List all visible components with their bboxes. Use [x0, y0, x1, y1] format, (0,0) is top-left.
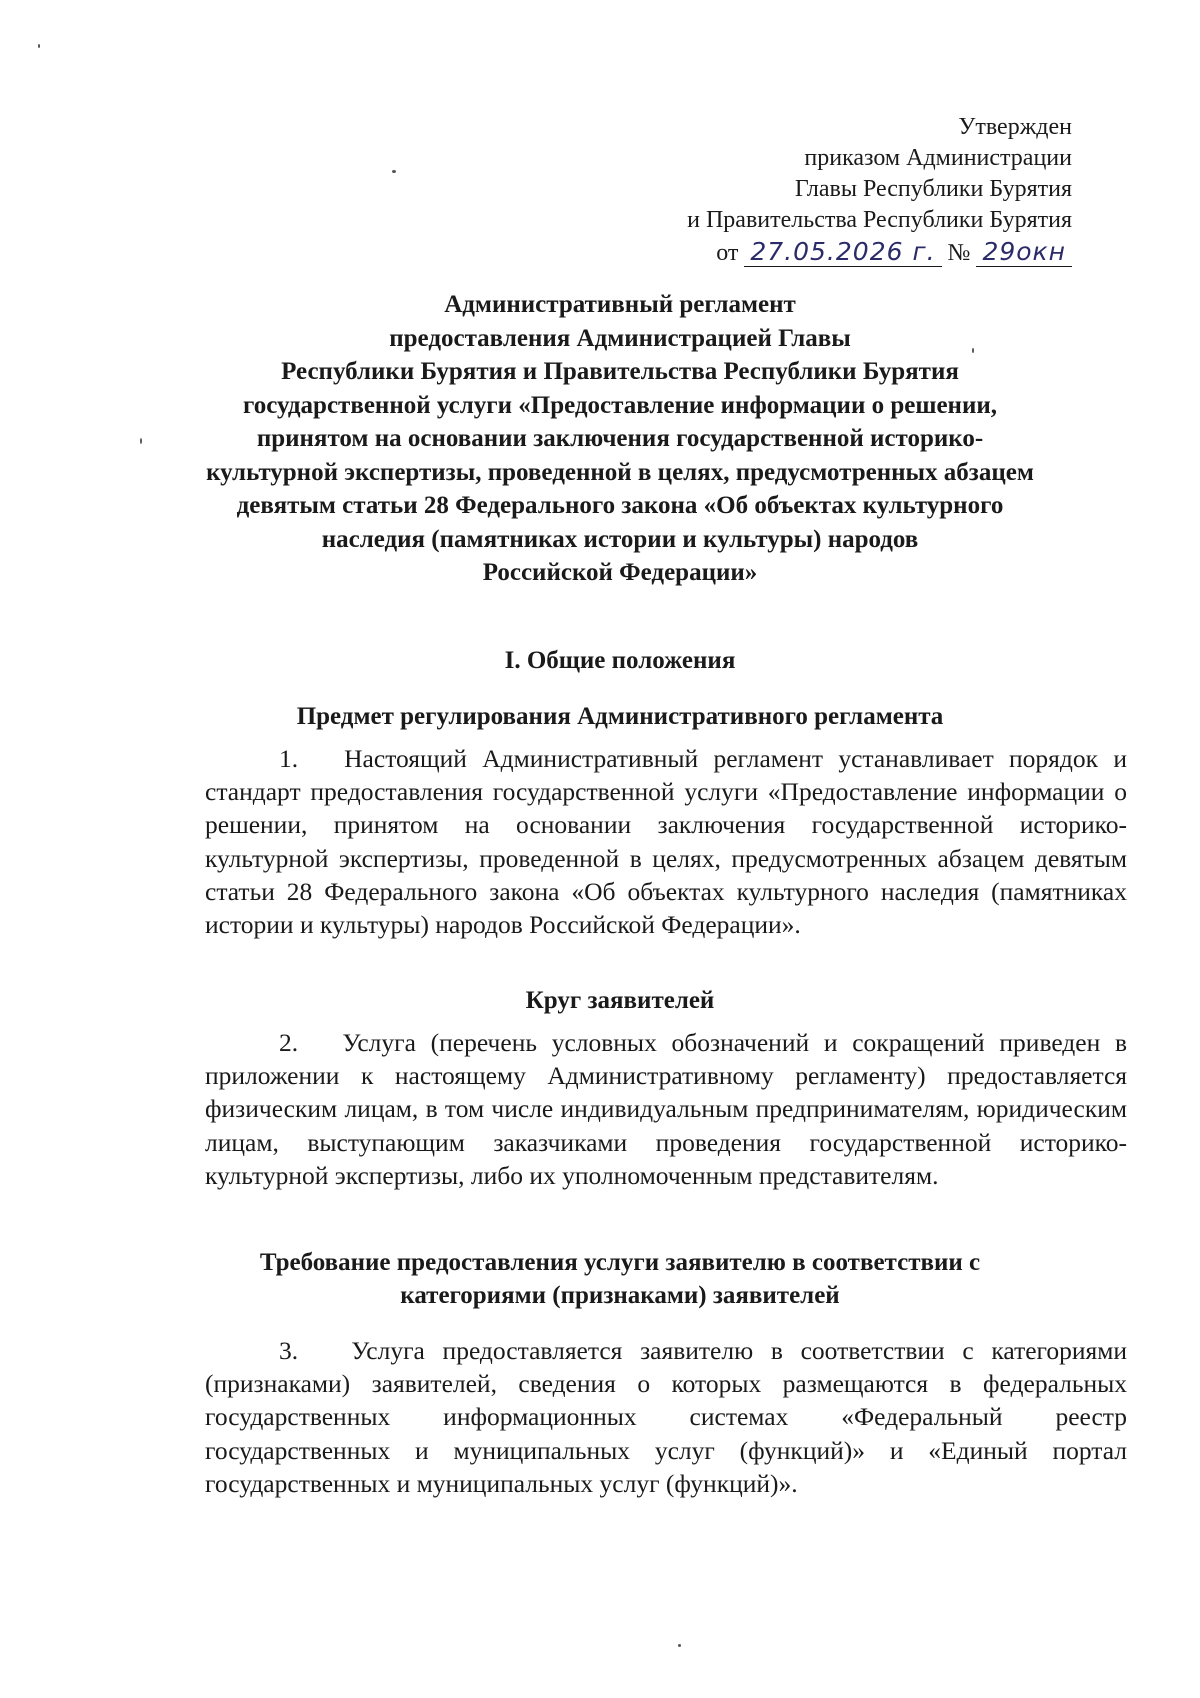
subsection-heading	[150, 1246, 1090, 1312]
paragraph-number: 2.	[279, 1028, 328, 1057]
scan-speck	[392, 170, 396, 173]
subsection-heading	[150, 700, 1090, 733]
paragraph-2	[205, 1026, 1127, 1192]
title-line: Российской Федерации»	[482, 559, 758, 586]
section-heading-text: I. Общие положения	[504, 647, 736, 674]
number-prefix: №	[947, 240, 971, 266]
paragraph-text: Настоящий Административный регламент устанавливает порядок и стандарт предоставления государственной услуги «Предоставление информации о решении, принятом на основании заключения государственной историко-культурной экспертизы, проведенной в целях, предусмотренных абзацем девятым статьи 28 Федерального закона «Об объектах культурного наследия (памятниках истории и культуры) народов Российской Федерации».	[205, 744, 1128, 940]
subsection-heading-text: Предмет регулирования Административного регламента	[296, 703, 944, 730]
paragraph-text: Услуга предоставляется заявителю в соответствии с категориями (признаками) заявителей, сведения о которых размещаются в федеральных государственных информационных системах «Федеральный реестр государственных и муниципальных услуг (функций)» и «Единый портал государственных и муниципальных услуг (функций)».	[205, 1336, 1128, 1498]
scan-speck	[678, 1644, 681, 1647]
subsection-heading	[150, 984, 1090, 1017]
handwritten-date: 27.05.2026 г.	[744, 237, 941, 267]
approval-date-number-line	[687, 236, 1072, 269]
subsection-heading-text: категориями (признаками) заявителей	[400, 1282, 840, 1309]
paragraph-text: Услуга (перечень условных обозначений и сокращений приведен в приложении к настоящему Административному регламенту) предоставляется физическим лицам, в том числе индивидуальным предпринимателям, юридическим лицам, выступающим заказчиками проведения государственной историко-культурной экспертизы, либо их уполномоченным представителям.	[205, 1028, 1128, 1190]
title-line: девятым статьи 28 Федерального закона «Об объектах культурного	[236, 492, 1004, 519]
paragraph-number: 3.	[279, 1336, 334, 1365]
approval-line: Утвержден	[958, 114, 1072, 140]
approval-line: и Правительства Республики Бурятия	[687, 207, 1072, 233]
paragraph-3	[205, 1334, 1127, 1500]
subsection-heading-text: Требование предоставления услуги заявителю в соответствии с	[259, 1249, 981, 1276]
approval-line: Главы Республики Бурятия	[794, 176, 1072, 202]
title-line: Республики Бурятия и Правительства Республики Бурятия	[281, 358, 959, 385]
handwritten-number: 29окн	[976, 237, 1072, 267]
paragraph-number: 1.	[279, 744, 329, 773]
section-heading	[150, 644, 1090, 677]
title-line: наследия (памятниках истории и культуры) народов	[321, 525, 919, 553]
title-line: принятом на основании заключения государственной историко-	[256, 425, 984, 452]
title-line: культурной экспертизы, проведенной в целях, предусмотренных абзацем	[206, 458, 1034, 486]
title-line: предоставления Администрацией Главы	[389, 324, 851, 352]
date-prefix: от	[716, 240, 739, 266]
subsection-heading-text: Круг заявителей	[525, 987, 715, 1014]
scan-speck	[140, 438, 142, 444]
approval-line: приказом Администрации	[804, 145, 1072, 171]
title-line: государственной услуги «Предоставление информации о решении,	[242, 391, 998, 419]
title-line: Административный регламент	[444, 291, 796, 318]
document-title	[150, 288, 1090, 590]
scan-speck	[38, 44, 40, 48]
paragraph-1	[205, 742, 1127, 941]
approval-block	[687, 112, 1072, 269]
